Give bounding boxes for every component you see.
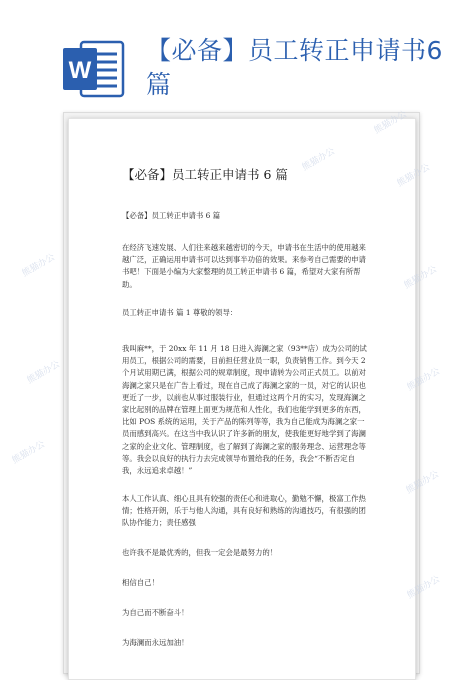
watermark: 熊猫办公 xyxy=(404,469,441,497)
watermark: 熊猫办公 xyxy=(372,109,409,137)
intro-paragraph: 在经济飞速发展、人们往来越来越密切的今天，申请书在生活中的使用越来越广泛，正确运用申请书可以达到事半功倍的效果。来参考自己需要的申请书吧！下面是小编为大家整理的员工转正申请书 6 篇，希望对大家有所帮助。 xyxy=(122,243,366,289)
document-title: 【必备】员工转正申请书 6 篇 xyxy=(122,167,288,182)
section-title: 员工转正申请书 篇 1 尊敬的领导： xyxy=(122,308,238,317)
body-paragraph-1: 我叫麻**，于 20xx 年 11 月 18 日进入海澜之家（93**店）成为公司的试用员工，根据公司的需要，目前担任营业员一职，负责销售工作。到今天 2 个月试用期已满，根据公司的规章制度，现申请转为公司正式员工。以前对海澜之家只是在广告上看过，现在自己成了海澜之家的一员，对它的认识也更近了一步，以前也从事过服装行业，但通过这两个月的实习，发现海澜之家比起别的品牌在管理上面更为规范和人性化，我们也能学到更多的东西，比如 POS 系统的运用，关于产品的陈列等等，我为自己能成为海澜之家一员而感到高兴。在这当中我认识了许多新的朋友，使我能更好地学到了海澜之家的企业文化、管理制度，也了解到了海澜之家的服务理念、运营理念等等。我会以良好的执行力去完成领导布置给我的任务，我会“不断否定自我，永远追求卓越！” xyxy=(122,344,367,476)
word-icon-letter: W xyxy=(68,57,92,84)
watermark: 熊猫办公 xyxy=(300,146,337,174)
word-document-icon xyxy=(63,40,125,98)
watermark: 熊猫办公 xyxy=(395,162,432,190)
watermark: 熊猫办公 xyxy=(405,366,442,394)
closing-line-2: 相信自己！ xyxy=(122,578,159,587)
closing-line-4: 为海澜而永远加油！ xyxy=(122,638,189,647)
closing-line-3: 为自己而不断奋斗！ xyxy=(122,608,189,617)
watermark: 熊猫办公 xyxy=(10,439,47,467)
watermark: 熊猫办公 xyxy=(20,252,57,280)
watermark: 熊猫办公 xyxy=(405,574,442,602)
page-title: 【必备】员工转正申请书6篇 xyxy=(146,36,443,99)
watermark: 熊猫办公 xyxy=(402,264,439,292)
document-subtitle: 【必备】员工转正申请书 6 篇 xyxy=(122,211,221,220)
header xyxy=(0,0,474,125)
watermark: 熊猫办公 xyxy=(25,359,62,387)
body-paragraph-2: 本人工作认真、细心且具有较强的责任心和进取心，勤勉不懈，极富工作热情；性格开朗，乐于与他人沟通，具有良好和熟练的沟通技巧，有很强的团队协作能力；责任感强 xyxy=(122,494,366,528)
document-page xyxy=(68,118,416,680)
closing-line-1: 也许我不是最优秀的，但我一定会是最努力的！ xyxy=(122,548,278,557)
